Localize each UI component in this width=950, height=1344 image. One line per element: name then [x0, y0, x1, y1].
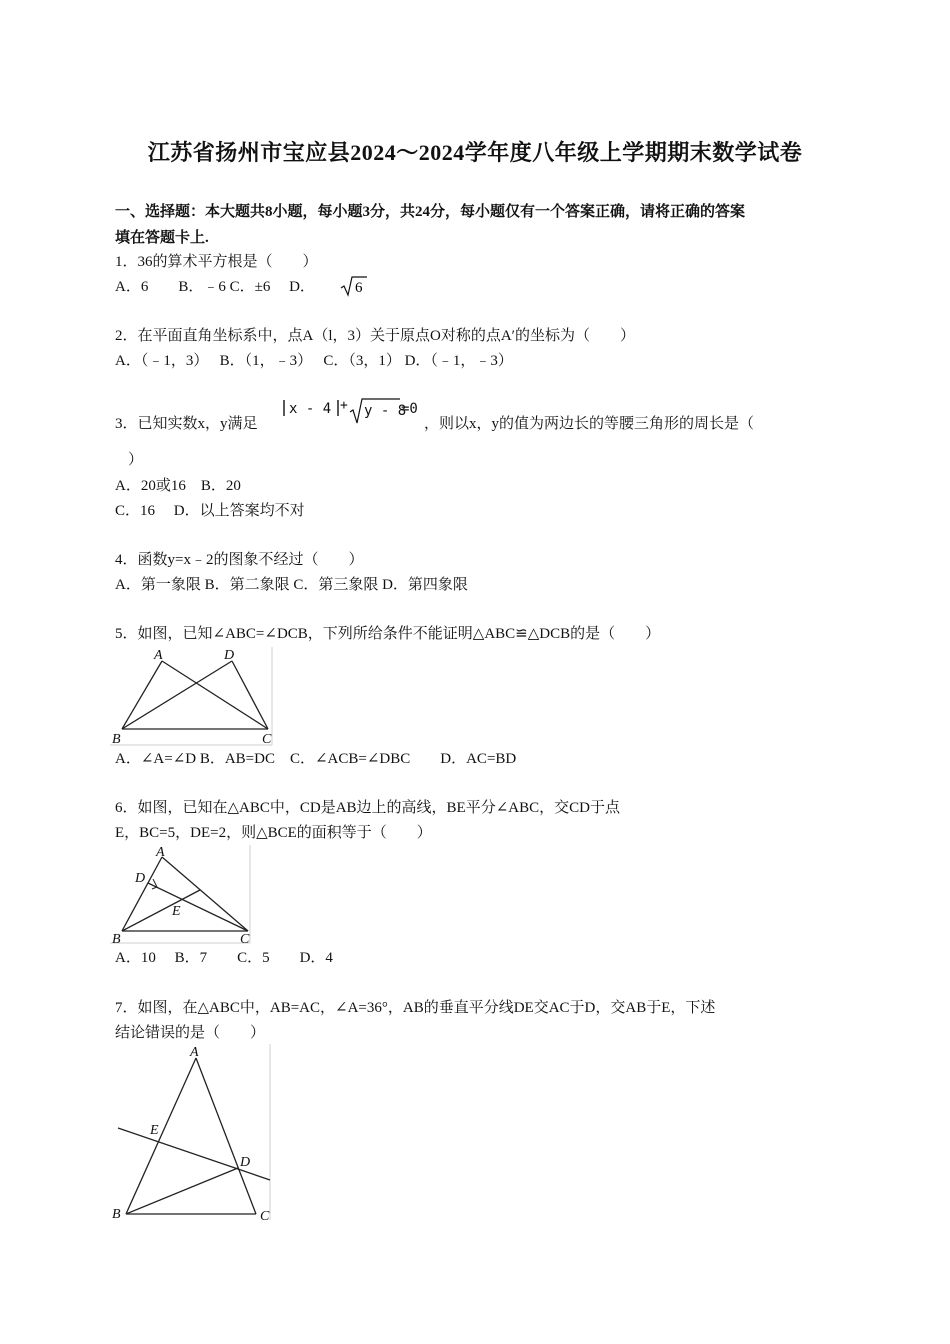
q5-label-d: D: [224, 648, 235, 663]
q6-label-e: E: [172, 904, 181, 919]
q7-label-a: A: [190, 1045, 199, 1060]
q6-stem-line2: E，BC=5，DE=2，则△BCE的面积等于（ ）: [115, 825, 432, 841]
q3-stem-after: ，则以x，y的值为两边长的等腰三角形的周长是（: [424, 416, 755, 432]
q1-sqrt6-formula: [340, 275, 368, 297]
q7-figure: [108, 1042, 276, 1222]
q6-label-a: A: [156, 845, 165, 860]
q6-stem-line1: 6．如图，已知在△ABC中，CD是AB边上的高线，BE平分∠ABC，交CD于点: [115, 800, 620, 816]
section-heading-line1: 一、选择题：本大题共8小题，每小题3分，共24分，每小题仅有一个答案正确，请将正确的答案: [115, 204, 746, 220]
q3-eq-plus: +: [340, 398, 348, 413]
q7-label-b: B: [112, 1207, 121, 1222]
q3-eq-abs: x - 4: [289, 401, 332, 417]
q7-label-e: E: [150, 1123, 159, 1138]
q5-options: A．∠A=∠D B．AB=DC C．∠ACB=∠DBC D．AC=BD: [115, 751, 517, 767]
q6-options: A．10 B．7 C．5 D．4: [115, 950, 333, 966]
q1-options: A．6 B．﹣6 C．±6 D．: [115, 279, 315, 295]
q3-eq-rhs: =0: [401, 401, 418, 417]
q4-stem: 4．函数y=x﹣2的图象不经过（ ）: [115, 552, 364, 568]
q7-stem-line2: 结论错误的是（ ）: [115, 1025, 266, 1041]
q5-label-b: B: [112, 732, 121, 747]
q3-stem-before: 3．已知实数x，y满足: [115, 416, 258, 432]
q2-options: A．（﹣1，3） B．（1，﹣3） C．（3，1） D．（﹣1，﹣3）: [115, 353, 513, 369]
q6-figure: [110, 843, 255, 945]
q2-stem: 2．在平面直角坐标系中，点A（l，3）关于原点O对称的点A′的坐标为（ ）: [115, 328, 635, 344]
q3-stem-cont: ）: [128, 452, 144, 468]
q1-sqrt-radicand: 6: [355, 280, 363, 296]
q3-options-line1: A．20或16 B．20: [115, 478, 241, 494]
q5-label-c: C: [262, 732, 272, 747]
q3-eq-radicand: y - 8: [364, 403, 407, 419]
q1-stem: 1．36的算术平方根是（ ）: [115, 254, 318, 270]
q5-stem: 5．如图，已知∠ABC=∠DCB，下列所给条件不能证明△ABC≌△DCB的是（ ）: [115, 626, 661, 642]
exam-title: 江苏省扬州市宝应县2024～2024学年度八年级上学期期末数学试卷: [147, 140, 803, 165]
q3-equation: [282, 396, 424, 428]
q4-options: A．第一象限 B．第二象限 C．第三象限 D．第四象限: [115, 577, 468, 593]
section-heading-line2: 填在答题卡上.: [115, 230, 209, 246]
q5-figure: [110, 645, 275, 748]
q6-label-b: B: [112, 932, 121, 945]
q7-stem-line1: 7．如图，在△ABC中，AB=AC，∠A=36°，AB的垂直平分线DE交AC于D，交AB于E，下述: [115, 1000, 716, 1016]
q3-options-line2: C．16 D．以上答案均不对: [115, 503, 305, 519]
q6-label-c: C: [240, 932, 250, 945]
q7-label-c: C: [260, 1209, 270, 1222]
q7-label-d: D: [240, 1155, 251, 1170]
q6-label-d: D: [135, 871, 146, 886]
q5-label-a: A: [154, 648, 163, 663]
